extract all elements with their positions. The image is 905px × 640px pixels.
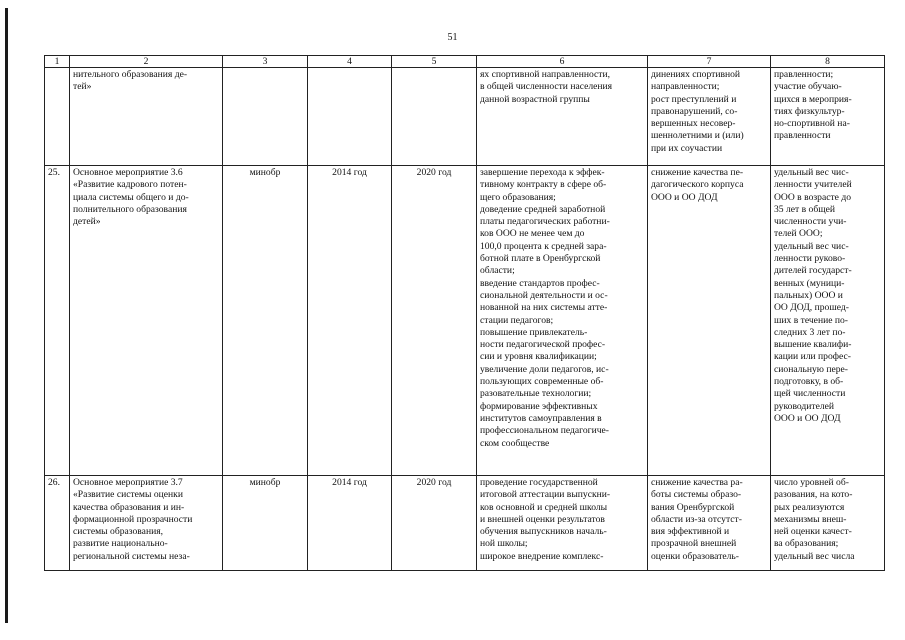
page-number: 51 [447, 32, 458, 43]
column-header: 4 [308, 56, 392, 68]
end-year: 2020 год [392, 166, 477, 476]
column-header: 5 [392, 56, 477, 68]
table-row [45, 476, 885, 571]
table-header-row [45, 56, 885, 68]
end-year [392, 68, 477, 166]
non-implementation-consequences: снижение качества пе- дагогического корпуса ООО и ОО ДОД [648, 166, 771, 476]
column-header: 3 [223, 56, 308, 68]
table-row [45, 166, 885, 476]
expected-result: проведение государственной итоговой аттестации выпускни- ков основной и средней школы и внешней оценки результатов обучения выпускников началь- ной школы; широкое внедрение комплекс- [477, 476, 648, 571]
expected-result: ях спортивной направленности, в общей численности населения данной возрастной группы [477, 68, 648, 166]
table-row [45, 68, 885, 166]
start-year [308, 68, 392, 166]
column-header: 1 [45, 56, 70, 68]
row-number: 26. [45, 476, 70, 571]
end-year: 2020 год [392, 476, 477, 571]
column-header: 8 [771, 56, 885, 68]
related-indicators: правленности; участие обучаю- щихся в мероприя- тиях физкультур- но-спортивной на- правленности [771, 68, 885, 166]
start-year: 2014 год [308, 476, 392, 571]
executor: минобр [223, 166, 308, 476]
related-indicators: удельный вес чис- ленности учителей ООО в возрасте до 35 лет в общей численности учи- телей ООО; удельный вес чис- ленности руково- дителей государст- венных (муници- пальных) ООО и ОО ДОД, прошед- ших в течение по- следних 3 лет по- вышение квалифи- кации или профес- сиональную пере- подготовку, в об- щей численности руководителей ООО и ОО ДОД [771, 166, 885, 476]
row-number [45, 68, 70, 166]
row-number: 25. [45, 166, 70, 476]
event-name: Основное мероприятие 3.7 «Развитие системы оценки качества образования и ин- формационной прозрачности системы образования, развитие национально- региональной системы неза- [70, 476, 223, 571]
column-header: 6 [477, 56, 648, 68]
executor: минобр [223, 476, 308, 571]
expected-result: завершение перехода к эффек- тивному контракту в сфере об- щего образования; доведение средней заработной платы педагогических работни- ков ООО не менее чем до 100,0 процента к средней зара- ботной плате в Оренбургской области; введение стандартов профес- сиональной деятельности и ос- нованной на них системы атте- стации педагогов; повышение привлекатель- ности педагогической профес- сии и уровня квалификации; увеличение доли педагогов, ис- пользующих современные об- разовательные технологии; формирование эффективных институтов самоуправления в профессиональном педагогиче- ском сообществе [477, 166, 648, 476]
event-name: нительного образования де- тей» [70, 68, 223, 166]
non-implementation-consequences: снижение качества ра- боты системы образо- вания Оренбургской области из-за отсутст- вия эффективной и прозрачной внешней оценки образователь- [648, 476, 771, 571]
column-header: 7 [648, 56, 771, 68]
non-implementation-consequences: динениях спортивной направленности; рост преступлений и правонарушений, со- вершенных несовер- шеннолетними и (или) при их соучастии [648, 68, 771, 166]
start-year: 2014 год [308, 166, 392, 476]
page-binding-edge [0, 0, 9, 640]
program-events-table [44, 55, 885, 571]
event-name: Основное мероприятие 3.6 «Развитие кадрового потен- циала системы общего и до- полнительного образования детей» [70, 166, 223, 476]
executor [223, 68, 308, 166]
related-indicators: число уровней об- разования, на кото- рых реализуются механизмы внеш- ней оценки качест- ва образования; удельный вес числа [771, 476, 885, 571]
column-header: 2 [70, 56, 223, 68]
